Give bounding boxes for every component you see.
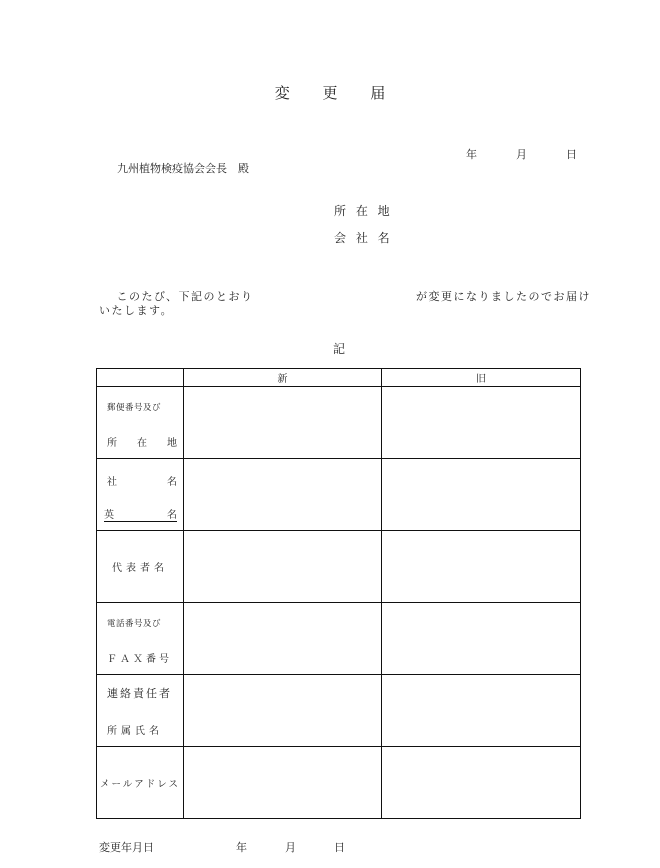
title-char: 変	[274, 84, 290, 102]
change-date-label: 変更年月日	[99, 841, 154, 854]
row-label-company-name	[97, 459, 184, 531]
change-table	[96, 368, 581, 819]
change-date-day: 日	[334, 841, 345, 854]
table-row	[97, 531, 581, 603]
ki-heading: 記	[333, 342, 346, 356]
table-row	[97, 747, 581, 819]
label-line1: 連絡責任者	[107, 687, 172, 700]
change-date-year: 年	[236, 841, 247, 854]
row-label-representative	[97, 531, 184, 603]
label-char: 在	[137, 438, 147, 449]
label-text: メールアドレス	[99, 778, 181, 790]
table-row	[97, 675, 581, 747]
header-blank	[97, 369, 184, 387]
header-new: 新	[184, 369, 382, 387]
new-postal-address-field[interactable]	[184, 387, 382, 459]
title-char: 届	[370, 84, 386, 102]
date-month-label: 月	[516, 148, 527, 161]
old-contact-person-field[interactable]	[382, 675, 581, 747]
label-char: 社	[107, 477, 117, 488]
new-email-field[interactable]	[184, 747, 382, 819]
label-text: 代表者名	[112, 563, 168, 574]
label-line2: ＦＡＸ番号	[107, 654, 172, 665]
row-label-email	[97, 747, 184, 819]
table-row	[97, 603, 581, 675]
addressee: 九州植物検疫協会会長 殿	[117, 162, 249, 175]
old-email-field[interactable]	[382, 747, 581, 819]
label-line1: 電話番号及び	[107, 619, 162, 629]
old-postal-address-field[interactable]	[382, 387, 581, 459]
new-contact-person-field[interactable]	[184, 675, 382, 747]
new-company-name-field[interactable]	[184, 459, 382, 531]
label-line1: 郵便番号及び	[107, 403, 162, 413]
label-char: 英	[104, 510, 114, 521]
row-label-contact-person	[97, 675, 184, 747]
label-char: 名	[167, 510, 177, 521]
row-label-postal-address	[97, 387, 184, 459]
label-char: 地	[167, 438, 177, 449]
sender-company-label: 会 社 名	[334, 231, 393, 245]
row-label-phone-fax	[97, 603, 184, 675]
old-phone-fax-field[interactable]	[382, 603, 581, 675]
table-row	[97, 459, 581, 531]
title-char: 更	[322, 84, 338, 102]
old-company-name-field[interactable]	[382, 459, 581, 531]
label-line2: 所属氏名	[107, 726, 163, 737]
label-char: 名	[167, 477, 177, 488]
new-representative-field[interactable]	[184, 531, 382, 603]
change-date-month: 月	[285, 841, 296, 854]
sender-address-label: 所 在 地	[334, 204, 393, 218]
label-char: 所	[107, 438, 117, 449]
body-line1-right: が変更になりましたのでお届け	[416, 290, 591, 303]
page-title	[0, 82, 660, 103]
body-line1-left: このたび、下記のとおり	[104, 290, 254, 303]
new-phone-fax-field[interactable]	[184, 603, 382, 675]
table-header-row	[97, 369, 581, 387]
date-year-label: 年	[466, 148, 477, 161]
header-old: 旧	[382, 369, 581, 387]
date-day-label: 日	[566, 148, 577, 161]
body-line2: いたします。	[99, 304, 174, 317]
table-row	[97, 387, 581, 459]
old-representative-field[interactable]	[382, 531, 581, 603]
